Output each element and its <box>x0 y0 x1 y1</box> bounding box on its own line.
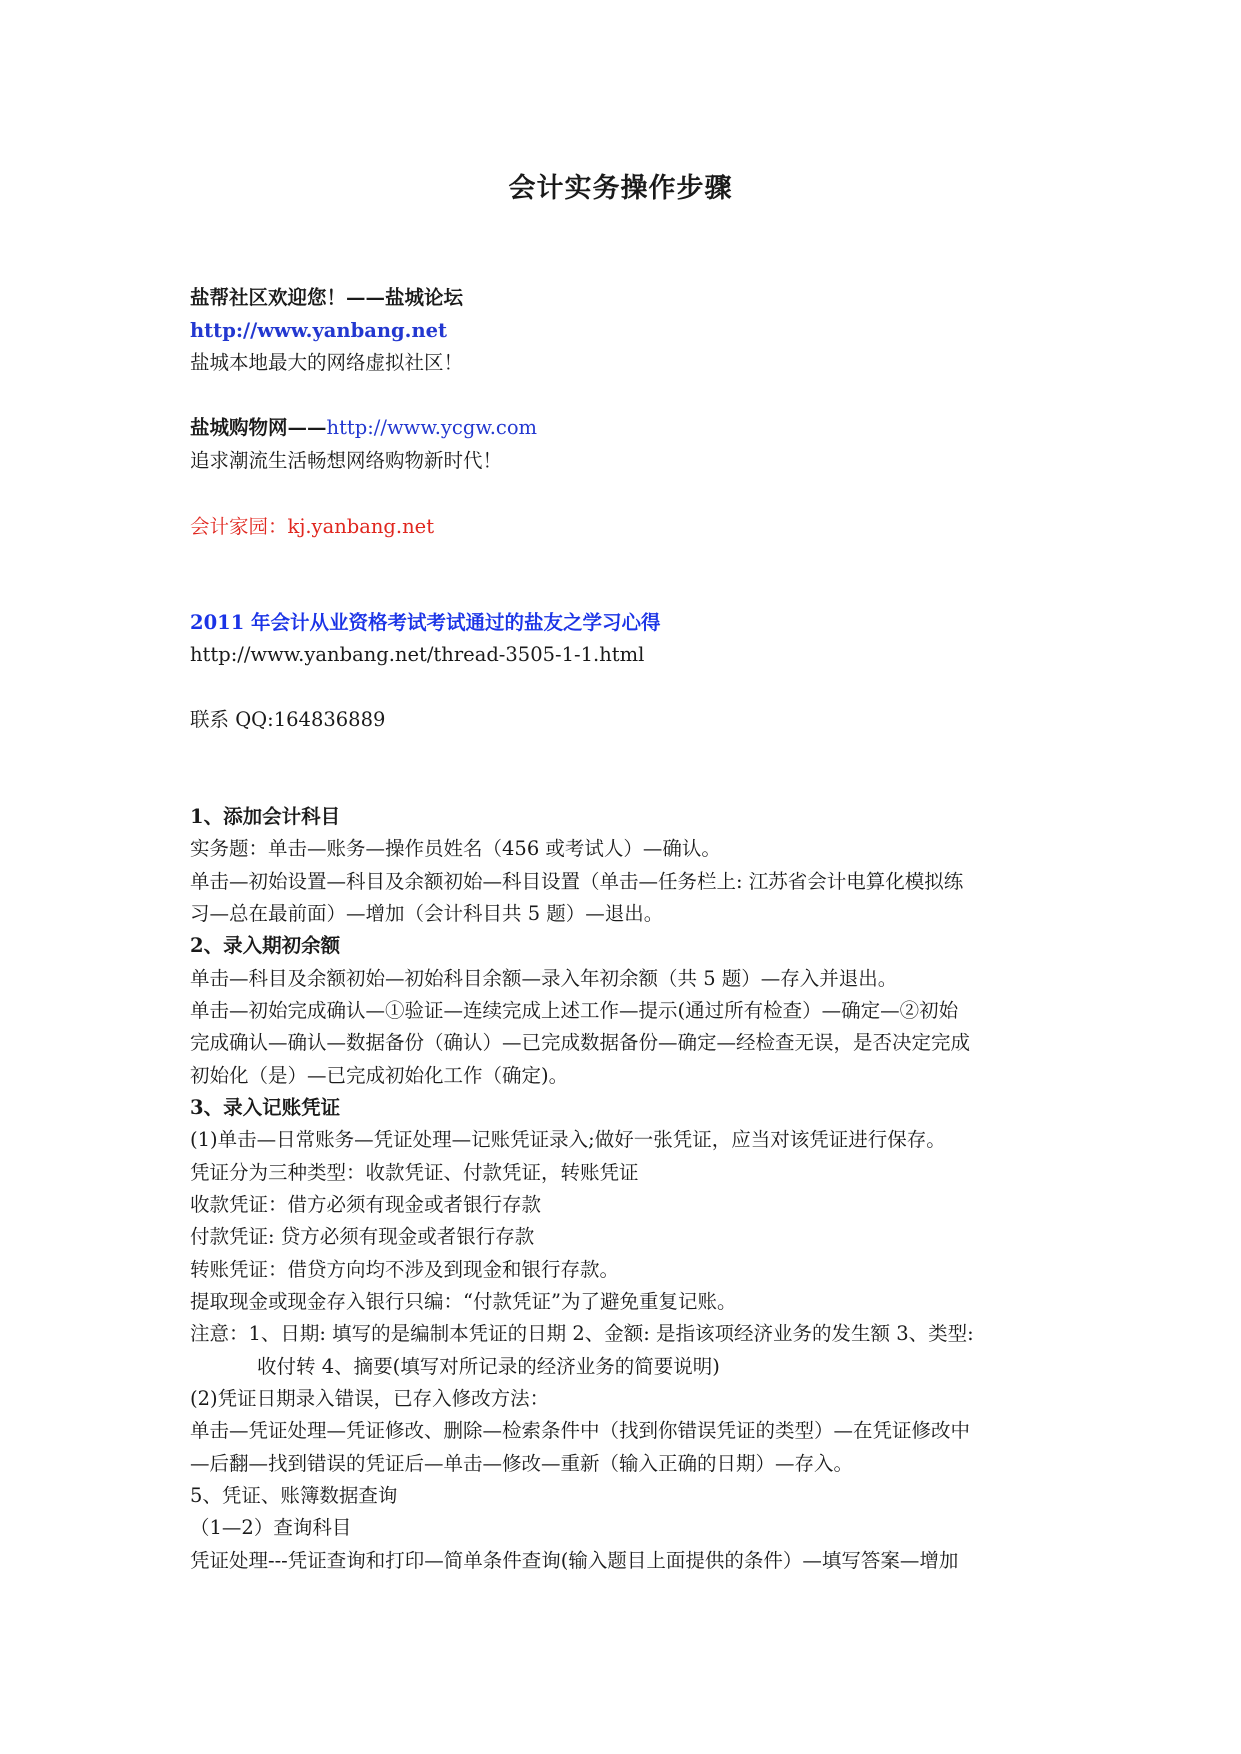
body-line: 收付转 4、摘要(填写对所记录的经济业务的简要说明) <box>257 1355 720 1378</box>
body-line: 收款凭证：借方必须有现金或者银行存款 <box>190 1193 542 1216</box>
body-line: (1)单击—日常账务—凭证处理—记账凭证录入;做好一张凭证，应当对该凭证进行保存。 <box>190 1128 946 1151</box>
section-heading: 5、凭证、账簿数据查询 <box>190 1484 398 1507</box>
body-line: 单击—初始完成确认—①验证—连续完成上述工作—提示(通过所有检查）—确定—②初始 <box>190 999 959 1022</box>
shop-link[interactable]: http://www.ycgw.com <box>326 416 538 439</box>
body-line: 凭证分为三种类型：收款凭证、付款凭证，转账凭证 <box>190 1161 639 1184</box>
body-line: —后翻—找到错误的凭证后—单击—修改—重新（输入正确的日期）—存入。 <box>190 1452 854 1475</box>
section-heading: 3、录入记账凭证 <box>190 1096 341 1119</box>
body-line: 实务题：单击—账务—操作员姓名（456 或考试人）—确认。 <box>190 837 721 860</box>
section-heading: 1、添加会计科目 <box>190 805 341 828</box>
community-slogan: 盐城本地最大的网络虚拟社区！ <box>190 351 464 374</box>
shop-line <box>190 412 1070 444</box>
body-line: （1—2）查询科目 <box>190 1516 352 1539</box>
contact-qq: 联系 QQ:164836889 <box>190 708 386 731</box>
document-title: 会计实务操作步骤 <box>508 173 733 204</box>
accounting-home-link[interactable]: 会计家园：kj.yanbang.net <box>190 515 435 538</box>
body-line: 转账凭证：借贷方向均不涉及到现金和银行存款。 <box>190 1258 620 1281</box>
experience-title-link[interactable]: 2011 年会计从业资格考试考试通过的盐友之学习心得 <box>190 611 661 634</box>
experience-url: http://www.yanbang.net/thread-3505-1-1.html <box>190 643 645 666</box>
shop-slogan: 追求潮流生活畅想网络购物新时代！ <box>190 449 503 472</box>
community-link[interactable]: http://www.yanbang.net <box>190 319 448 342</box>
body-line: 习—总在最前面）—增加（会计科目共 5 题）—退出。 <box>190 902 664 925</box>
body-line: 单击—凭证处理—凭证修改、删除—检索条件中（找到你错误凭证的类型）—在凭证修改中 <box>190 1419 971 1442</box>
body-line: 单击—初始设置—科目及余额初始—科目设置（单击—任务栏上: 江苏省会计电算化模拟练 <box>190 870 964 893</box>
body-line: 注意：1、日期: 填写的是编制本凭证的日期 2、金额: 是指该项经济业务的发生额 3、类型: <box>190 1322 974 1345</box>
body-line: 提取现金或现金存入银行只编：“付款凭证”为了避免重复记账。 <box>190 1290 737 1313</box>
body-line: 付款凭证: 贷方必须有现金或者银行存款 <box>190 1225 535 1248</box>
shop-label: 盐城购物网—— <box>190 416 327 439</box>
body-line: 初始化（是）—已完成初始化工作（确定)。 <box>190 1064 569 1087</box>
body-line: (2)凭证日期录入错误，已存入修改方法： <box>190 1387 550 1410</box>
body-line: 凭证处理---凭证查询和打印—简单条件查询(输入题目上面提供的条件）—填写答案—增加 <box>190 1549 959 1572</box>
community-welcome: 盐帮社区欢迎您！——盐城论坛 <box>190 286 464 309</box>
body-line: 单击—科目及余额初始—初始科目余额—录入年初余额（共 5 题）—存入并退出。 <box>190 967 898 990</box>
section-heading: 2、录入期初余额 <box>190 934 341 957</box>
body-line: 完成确认—确认—数据备份（确认）—已完成数据备份—确定—经检查无误，是否决定完成 <box>190 1031 971 1054</box>
